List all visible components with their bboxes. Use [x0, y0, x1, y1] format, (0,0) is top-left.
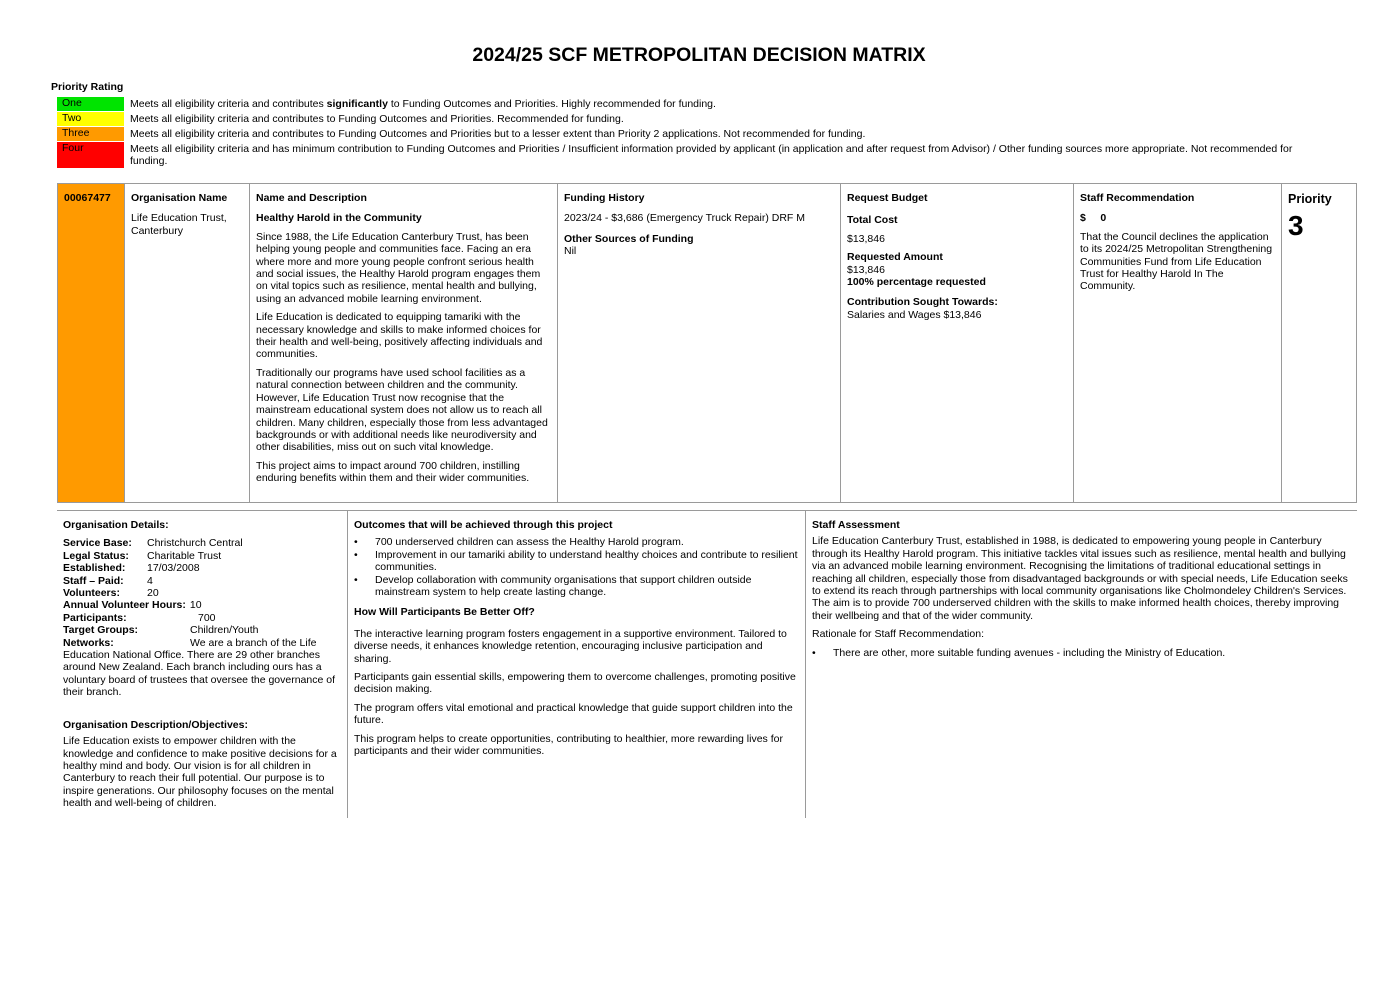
description-paragraph: This project aims to impact around 700 children, instilling enduring benefits within them and their wider communities.: [256, 459, 530, 485]
org-name: Life Education Trust, Canterbury: [131, 212, 227, 237]
organisation-details-heading: Organisation Details:: [63, 519, 169, 531]
legend-text-three: Meets all eligibility criteria and contributes to Funding Outcomes and Priorities but to a lesser extent than Priority 2 applications. Not recommended for funding.: [130, 128, 866, 140]
contribution: Salaries and Wages $13,846: [847, 308, 982, 321]
priority-value: 3: [1288, 210, 1304, 241]
detail-target-groups: Target Groups: Children/Youth: [63, 624, 259, 637]
staff-recommendation-cell: [1074, 184, 1282, 502]
detail-volunteer-hours: Annual Volunteer Hours: 10: [63, 599, 202, 612]
legend-row-three: [57, 127, 1322, 142]
application-id: 00067477: [64, 192, 111, 204]
priority-rating-heading: Priority Rating: [51, 81, 124, 93]
funding-history-cell: [558, 184, 841, 502]
staff-recommendation-header: Staff Recommendation: [1080, 192, 1195, 204]
staff-assessment-heading: Staff Assessment: [812, 519, 900, 531]
request-budget-header: Request Budget: [847, 192, 928, 204]
total-cost-label: Total Cost: [847, 214, 898, 227]
priority-header: Priority: [1288, 192, 1332, 206]
list-item: • 700 underserved children can assess the Healthy Harold program.: [354, 536, 799, 548]
priority-legend: [57, 97, 1322, 169]
legend-swatch-one: One: [57, 97, 124, 112]
better-off-paragraph: This program helps to create opportunities, contributing to healthier, more rewarding lives for participants and their wider communities.: [354, 732, 783, 758]
legend-swatch-two: Two: [57, 112, 124, 127]
organisation-description-heading: Organisation Description/Objectives:: [63, 718, 248, 731]
better-off-paragraph: The interactive learning program fosters engagement in a supportive environment. Tailored to diverse needs, it enhances knowledge retention, encouraging inclusive participation and sharing.: [354, 627, 787, 665]
legend-row-one: [57, 97, 1322, 112]
outcomes-heading: Outcomes that will be achieved through this project: [354, 519, 613, 531]
contribution-label: Contribution Sought Towards:: [847, 296, 998, 309]
detail-established: Established: 17/03/2008: [63, 562, 200, 575]
outcomes-list: [354, 536, 799, 598]
priority-cell: [1282, 184, 1356, 502]
application-id-cell: [58, 184, 125, 502]
detail-volunteers: Volunteers: 20: [63, 587, 159, 600]
staff-recommendation-amount: $ 0: [1080, 212, 1107, 225]
description-paragraph: Since 1988, the Life Education Canterbury Trust, has been helping young people and communities face. Facing an era where more and more young people confront serious health and social issues, the Healthy Harold program engages them on vital topics such as resilience, mental health and bullying, using an advanced mobile learning environment.: [256, 230, 541, 305]
project-name: Healthy Harold in the Community: [256, 212, 422, 225]
organisation-description: Life Education exists to empower children with the knowledge and confidence to make positive decisions for a healthy mind and body. Our vision is for all children in Canterbury to reach their full potential. Our purpose is to inspire generations. Our philosophy focuses on the mental health and well-being of children.: [63, 735, 337, 810]
better-off-heading: How Will Participants Be Better Off?: [354, 606, 535, 619]
requested-amount-label: Requested Amount: [847, 251, 943, 264]
legend-row-four: [57, 142, 1322, 169]
staff-assessment-text: Life Education Canterbury Trust, established in 1988, is dedicated to empowering young people in Canterbury through its Healthy Harold program. This initiative tackles vital issues such as resilience, mental health and bullying via an advanced mobile learning environment. Recognising the limitations of traditional educational settings in reaching all children, especially those from disadvantaged backgrounds or with special needs, Life Education seeks to extend its reach through partnerships with local community organisations like Cholmondeley Children's Services. The aim is to provide 700 underserved children with the skills to make informed health choices, thereby improving their wellbeing and that of the wider community.: [812, 535, 1348, 622]
page-title: 2024/25 SCF METROPOLITAN DECISION MATRIX: [472, 44, 926, 66]
rationale-heading: Rationale for Staff Recommendation:: [812, 628, 984, 641]
detail-participants: Participants: 700: [63, 611, 216, 624]
legend-swatch-four: Four: [57, 142, 124, 169]
other-sources: Nil: [564, 245, 577, 258]
requested-amount: $13,846: [847, 263, 885, 276]
description-paragraph: Traditionally our programs have used school facilities as a natural connection between children and the community. However, Life Education Trust now recognise that the mainstream educational system does not allow us to reach all children. Many children, especially those from less advantaged backgrounds or with additional needs like neurodiversity and other disabilities, miss out on such vital knowledge.: [256, 366, 548, 454]
legend-text-two: Meets all eligibility criteria and contributes to Funding Outcomes and Priorities. Recommended for funding.: [130, 113, 624, 125]
list-item: • There are other, more suitable funding avenues - including the Ministry of Education.: [812, 647, 1351, 659]
funding-history: 2023/24 - $3,686 (Emergency Truck Repair) DRF M: [564, 212, 806, 225]
total-cost: $13,846: [847, 232, 885, 245]
legend-swatch-three: Three: [57, 127, 124, 142]
other-sources-header: Other Sources of Funding: [564, 232, 694, 245]
staff-assessment-column: [806, 511, 1357, 818]
details-section: [57, 510, 1357, 818]
list-item: • Develop collaboration with community organisations that support children outside mainstream system to help create lasting change.: [354, 574, 799, 599]
rationale-list: [812, 647, 1351, 659]
detail-staff-paid: Staff – Paid: 4: [63, 574, 153, 587]
request-budget-cell: [841, 184, 1074, 502]
legend-text-four: Meets all eligibility criteria and has minimum contribution to Funding Outcomes and Priorities / Insufficient information provided by applicant (in application and after request from Advisor) / Other funding sources more appropriate. Not recommended for funding.: [130, 143, 1293, 167]
list-item: • Improvement in our tamariki ability to understand healthy choices and contribute to resilient communities.: [354, 549, 799, 574]
detail-service-base: Service Base: Christchurch Central: [63, 537, 243, 550]
legend-text-one: Meets all eligibility criteria and contributes significantly to Funding Outcomes and Priorities. Highly recommended for funding.: [130, 98, 716, 110]
application-table: [57, 183, 1357, 503]
detail-legal-status: Legal Status: Charitable Trust: [63, 549, 222, 562]
better-off-paragraph: The program offers vital emotional and practical knowledge that guide support children into the future.: [354, 701, 793, 727]
better-off-paragraph: Participants gain essential skills, empowering them to overcome challenges, promoting positive decision making.: [354, 671, 796, 696]
description-header: Name and Description: [256, 192, 367, 204]
description-cell: [250, 184, 558, 502]
staff-recommendation-text: That the Council declines the application to its 2024/25 Metropolitan Strengthening Communities Fund from Life Education Trust for Healthy Harold In The Community.: [1080, 230, 1273, 293]
detail-networks: Networks: We are a branch of the Life Education National Office. There are 29 other branches around New Zealand. Each branch including ours has a voluntary board of trustees that oversee the governance of their branch.: [63, 636, 336, 699]
funding-history-header: Funding History: [564, 192, 645, 204]
org-name-cell: [125, 184, 250, 502]
description-paragraph: Life Education is dedicated to equipping tamariki with the necessary knowledge and skills to make informed choices for their health and well-being, positively affecting individuals and communities.: [256, 311, 543, 361]
percentage-requested: 100% percentage requested: [847, 276, 986, 289]
org-name-header: Organisation Name: [131, 192, 228, 204]
legend-row-two: [57, 112, 1322, 127]
outcomes-column: [348, 511, 806, 818]
organisation-details-column: [57, 511, 348, 818]
